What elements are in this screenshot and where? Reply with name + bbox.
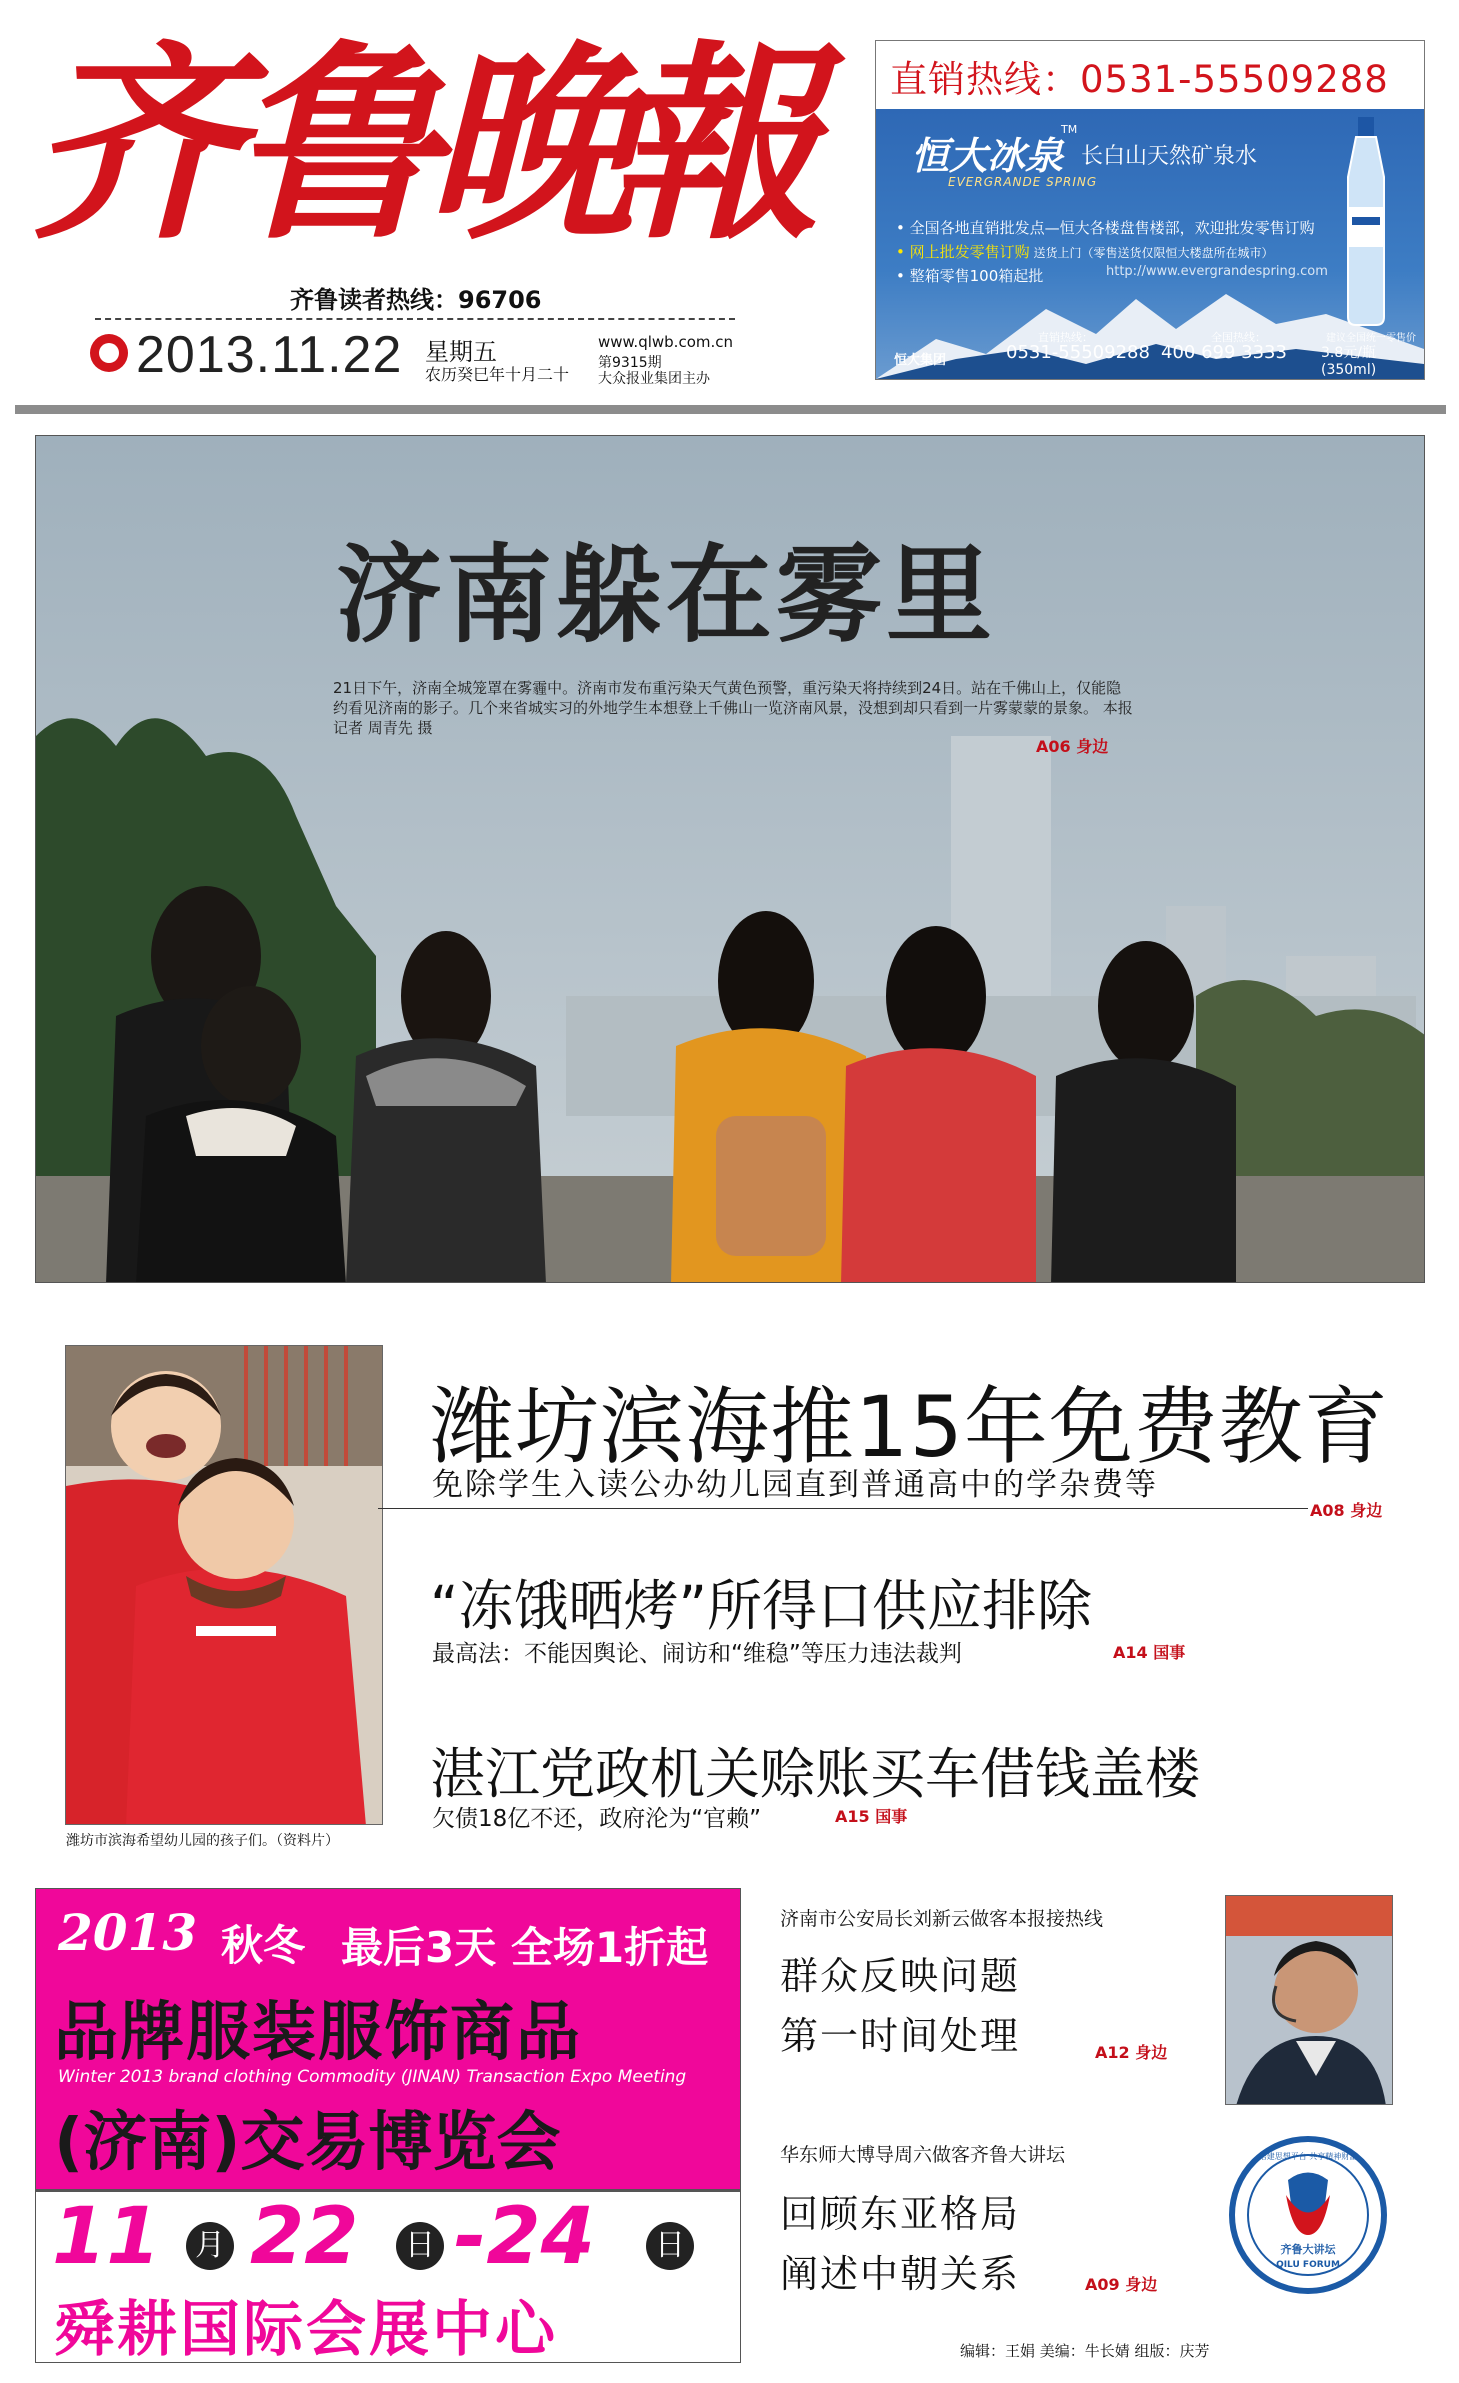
logo-char-4: 報	[610, 21, 821, 268]
ad-month-badge: 月	[186, 2222, 234, 2270]
brief-2-headline-line-1[interactable]: 回顾东亚格局	[780, 2192, 1021, 2236]
ad-date-band	[36, 2189, 740, 2363]
lunar-date: 农历癸巳年十月二十	[425, 365, 570, 384]
ad-national-tel: 400 699 3333	[1161, 342, 1287, 363]
kids-image	[66, 1346, 383, 1825]
ad-price: 3.8元/瓶(350ml)	[1321, 345, 1377, 378]
ad-english-title: Winter 2013 brand clothing Commodity (JINAN) Transaction Expo Meeting	[58, 2067, 687, 2087]
brief-1-headline-line-2[interactable]: 第一时间处理	[780, 2014, 1021, 2058]
ad-venue: 舜耕国际会展中心	[54, 2295, 558, 2363]
ad-slogan: 长白山天然矿泉水	[1081, 144, 1258, 169]
lead-page-ref[interactable]: A06 身边	[1036, 737, 1109, 756]
ad-tel: 0531-55509288	[1006, 342, 1150, 363]
ad-line-2	[896, 241, 1273, 262]
officer-image	[1226, 1896, 1393, 2105]
ad-panel	[876, 109, 1424, 379]
ad-date-end-day: -24	[454, 2192, 595, 2282]
story-3-subhead: 欠债18亿不还，政府沦为“官赖”	[432, 1806, 762, 1832]
ad-tel-label: 直销热线：	[1038, 331, 1093, 344]
masthead-logo[interactable]	[30, 20, 830, 270]
reader-hotline: 齐鲁读者热线：96706	[290, 286, 542, 314]
story-3-headline[interactable]: 湛江党政机关赊账买车借钱盖楼	[430, 1742, 1201, 1806]
story-3-page-ref[interactable]: A15 国事	[835, 1807, 908, 1826]
brief-2-page-ref[interactable]: A09 身边	[1085, 2275, 1158, 2294]
brief-1-page-ref[interactable]: A12 身边	[1095, 2043, 1168, 2062]
lead-caption: 21日下午，济南全城笼罩在雾霾中。济南市发布重污染天气黄色预警，重污染天将持续到24日。站在千佛山上，仅能隐约看见济南的影子。几个来省城实习的外地学生本想登上千佛山一览济南风景，没想到却只看到一片雾蒙蒙的景象。 本报记者 周青先 摄	[333, 679, 1133, 737]
ad-date-month-number: 11	[52, 2192, 161, 2282]
trademark-mark: TM	[1061, 123, 1078, 136]
issue-number: 第9315期	[598, 355, 662, 371]
issue-weekday: 星期五	[425, 338, 497, 366]
kids-photo	[65, 1345, 383, 1825]
ad-line-2-note: 送货上门（零售送货仅限恒大楼盘所在城市）	[1029, 246, 1274, 260]
story-1-divider	[378, 1508, 1308, 1509]
brief-2-kicker: 华东师大博导周六做客齐鲁大讲坛	[780, 2144, 1066, 2166]
page-credits: 编辑：王娟 美编：牛长婧 组版：庆芳	[960, 2342, 1210, 2360]
story-2-subhead: 最高法：不能因舆论、闹访和“维稳”等压力违法裁判	[432, 1641, 962, 1667]
ad-day-badge-1: 日	[396, 2222, 444, 2270]
ad-line-1: • 全国各地直销批发点—恒大各楼盘售楼部，欢迎批发零售订购	[896, 219, 1315, 237]
publisher: 大众报业集团主办	[598, 371, 710, 387]
water-advertisement[interactable]	[875, 40, 1425, 380]
ad-brand-english: EVERGRANDE SPRING	[948, 175, 1098, 189]
ad-line-3: • 整箱零售100箱起批	[896, 267, 1044, 285]
forum-logo-ring-text: 搭建思想平台 共享精神财富	[1258, 2152, 1358, 2161]
ad-date-start-day: 22	[250, 2192, 359, 2282]
website-link[interactable]: www.qlwb.com.cn	[598, 333, 733, 351]
ad-year: 2013	[58, 1903, 198, 1962]
header-divider	[15, 405, 1446, 414]
logo-char-3: 晚	[425, 21, 636, 268]
clothing-expo-advertisement[interactable]	[35, 1888, 741, 2363]
ad-national-label: 全国热线：	[1211, 331, 1266, 344]
story-1-subhead: 免除学生入读公办幼儿园直到普通高中的学杂费等	[432, 1467, 1158, 1503]
ad-url[interactable]: http://www.evergrandespring.com	[1106, 264, 1328, 279]
ad-group-name: 恒大集团	[894, 353, 947, 368]
kids-photo-caption: 潍坊市滨海希望幼儿园的孩子们。（资料片）	[66, 1833, 339, 1849]
ad-brand: 恒大冰泉	[911, 134, 1064, 178]
lead-story[interactable]	[35, 435, 1425, 1283]
water-bottle-icon	[1338, 117, 1394, 327]
forum-logo-name: 齐鲁大讲坛	[1280, 2243, 1336, 2256]
officer-photo	[1225, 1895, 1393, 2105]
story-2-headline[interactable]: “冻饿晒烤”所得口供应排除	[430, 1574, 1092, 1638]
ad-promo: 最后3天 全场1折起	[341, 1923, 709, 1972]
ad-brand-line: 品牌服装服饰商品	[54, 1996, 582, 2070]
ad-price-label: 建议全国统一零售价	[1326, 333, 1416, 344]
masthead-divider	[95, 318, 735, 320]
paper-emblem-icon	[90, 334, 128, 372]
brief-1-headline-line-1[interactable]: 群众反映问题	[780, 1954, 1021, 1998]
story-1-headline[interactable]: 潍坊滨海推15年免费教育	[430, 1378, 1389, 1476]
brief-1-kicker: 济南市公安局长刘新云做客本报接热线	[780, 1908, 1104, 1930]
ad-expo-title: (济南)交易博览会	[54, 2106, 561, 2180]
brief-2-headline-line-2[interactable]: 阐述中朝关系	[780, 2252, 1021, 2296]
story-2-page-ref[interactable]: A14 国事	[1113, 1643, 1186, 1662]
ad-hotline: 直销热线：0531-55509288	[890, 58, 1389, 101]
logo-char-1: 齐	[30, 21, 241, 268]
ad-season: 秋冬	[221, 1921, 306, 1970]
issue-date: 2013.11.22	[136, 326, 403, 384]
qilu-forum-logo	[1228, 2135, 1388, 2295]
story-1-page-ref[interactable]: A08 身边	[1310, 1501, 1383, 1520]
lead-headline[interactable]: 济南躲在雾里	[336, 534, 996, 657]
forum-logo-english: QILU FORUM	[1276, 2260, 1340, 2270]
ad-line-2-main: • 网上批发零售订购	[896, 243, 1030, 261]
ad-day-badge-2: 日	[646, 2222, 694, 2270]
logo-char-2: 鲁	[230, 21, 441, 268]
